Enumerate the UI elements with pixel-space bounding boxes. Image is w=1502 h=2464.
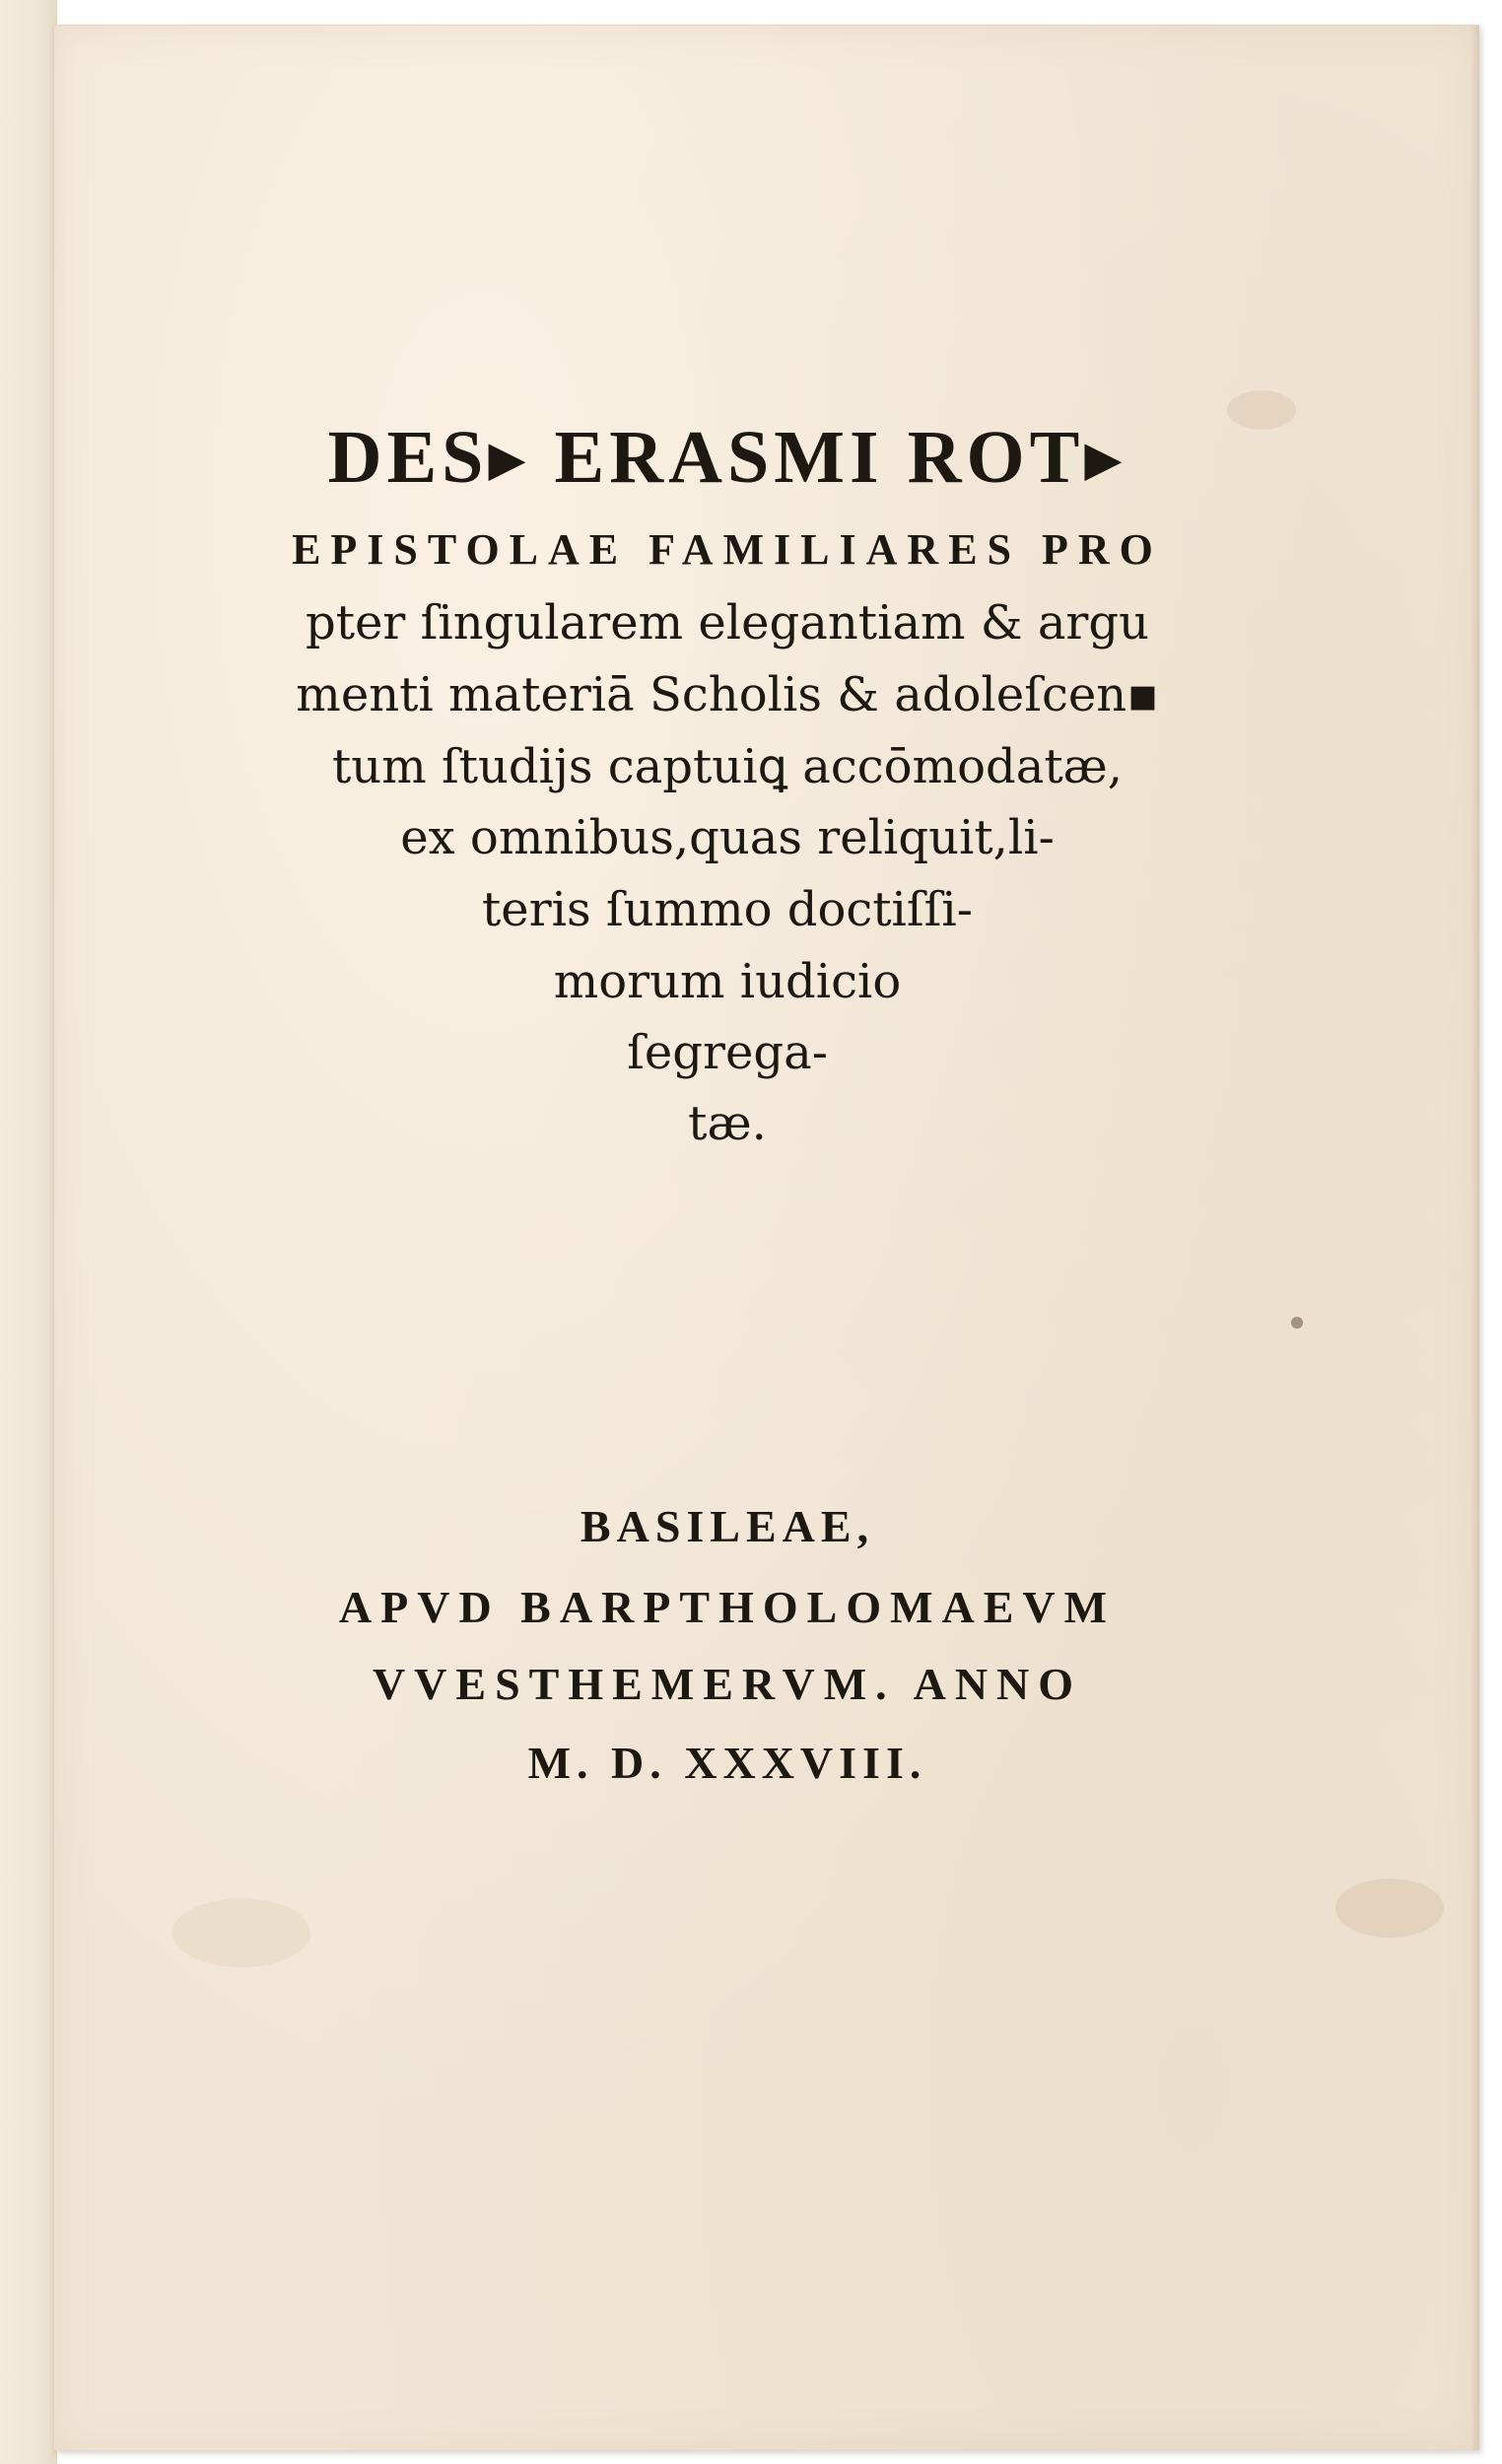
- book-title-heading: DES▸ ERASMI ROT▸: [327, 416, 1127, 499]
- book-subtitle: EPISTOLAE FAMILIARES PRO: [292, 525, 1163, 574]
- title-page: [54, 25, 1479, 2450]
- title-text-line: morum iudicio: [553, 954, 902, 1009]
- title-text-line: ſegrega-: [627, 1025, 828, 1080]
- page-edge-shadow: [1469, 26, 1479, 2450]
- paper-stain: [1335, 1879, 1444, 1938]
- title-text-line: menti materiā Scholis & adoleſcen▪: [296, 667, 1159, 722]
- title-text-line: ex omnibus,quas reliquit,li-: [400, 810, 1055, 865]
- title-text-line: tæ.: [688, 1096, 767, 1151]
- paper-stain: [1291, 1317, 1303, 1329]
- title-text-line: pter ſingularem elegantiam & argu: [305, 595, 1150, 650]
- title-text-line: tum ſtudijs captuiꝗ accōmodatæ,: [331, 739, 1123, 794]
- imprint-printer-line-2: VVESTHEMERVM. ANNO: [372, 1659, 1083, 1709]
- imprint-printer-line-1: APVD BARPTHOLOMAEVM: [338, 1582, 1117, 1632]
- paper-stain: [172, 1898, 310, 1967]
- adjacent-leaf-edge: [0, 0, 57, 2464]
- imprint-place: BASILEAE,: [580, 1501, 875, 1551]
- imprint-year: M. D. XXXVIII.: [527, 1738, 927, 1788]
- title-text-line: teris ſummo doctiſſi-: [482, 882, 973, 937]
